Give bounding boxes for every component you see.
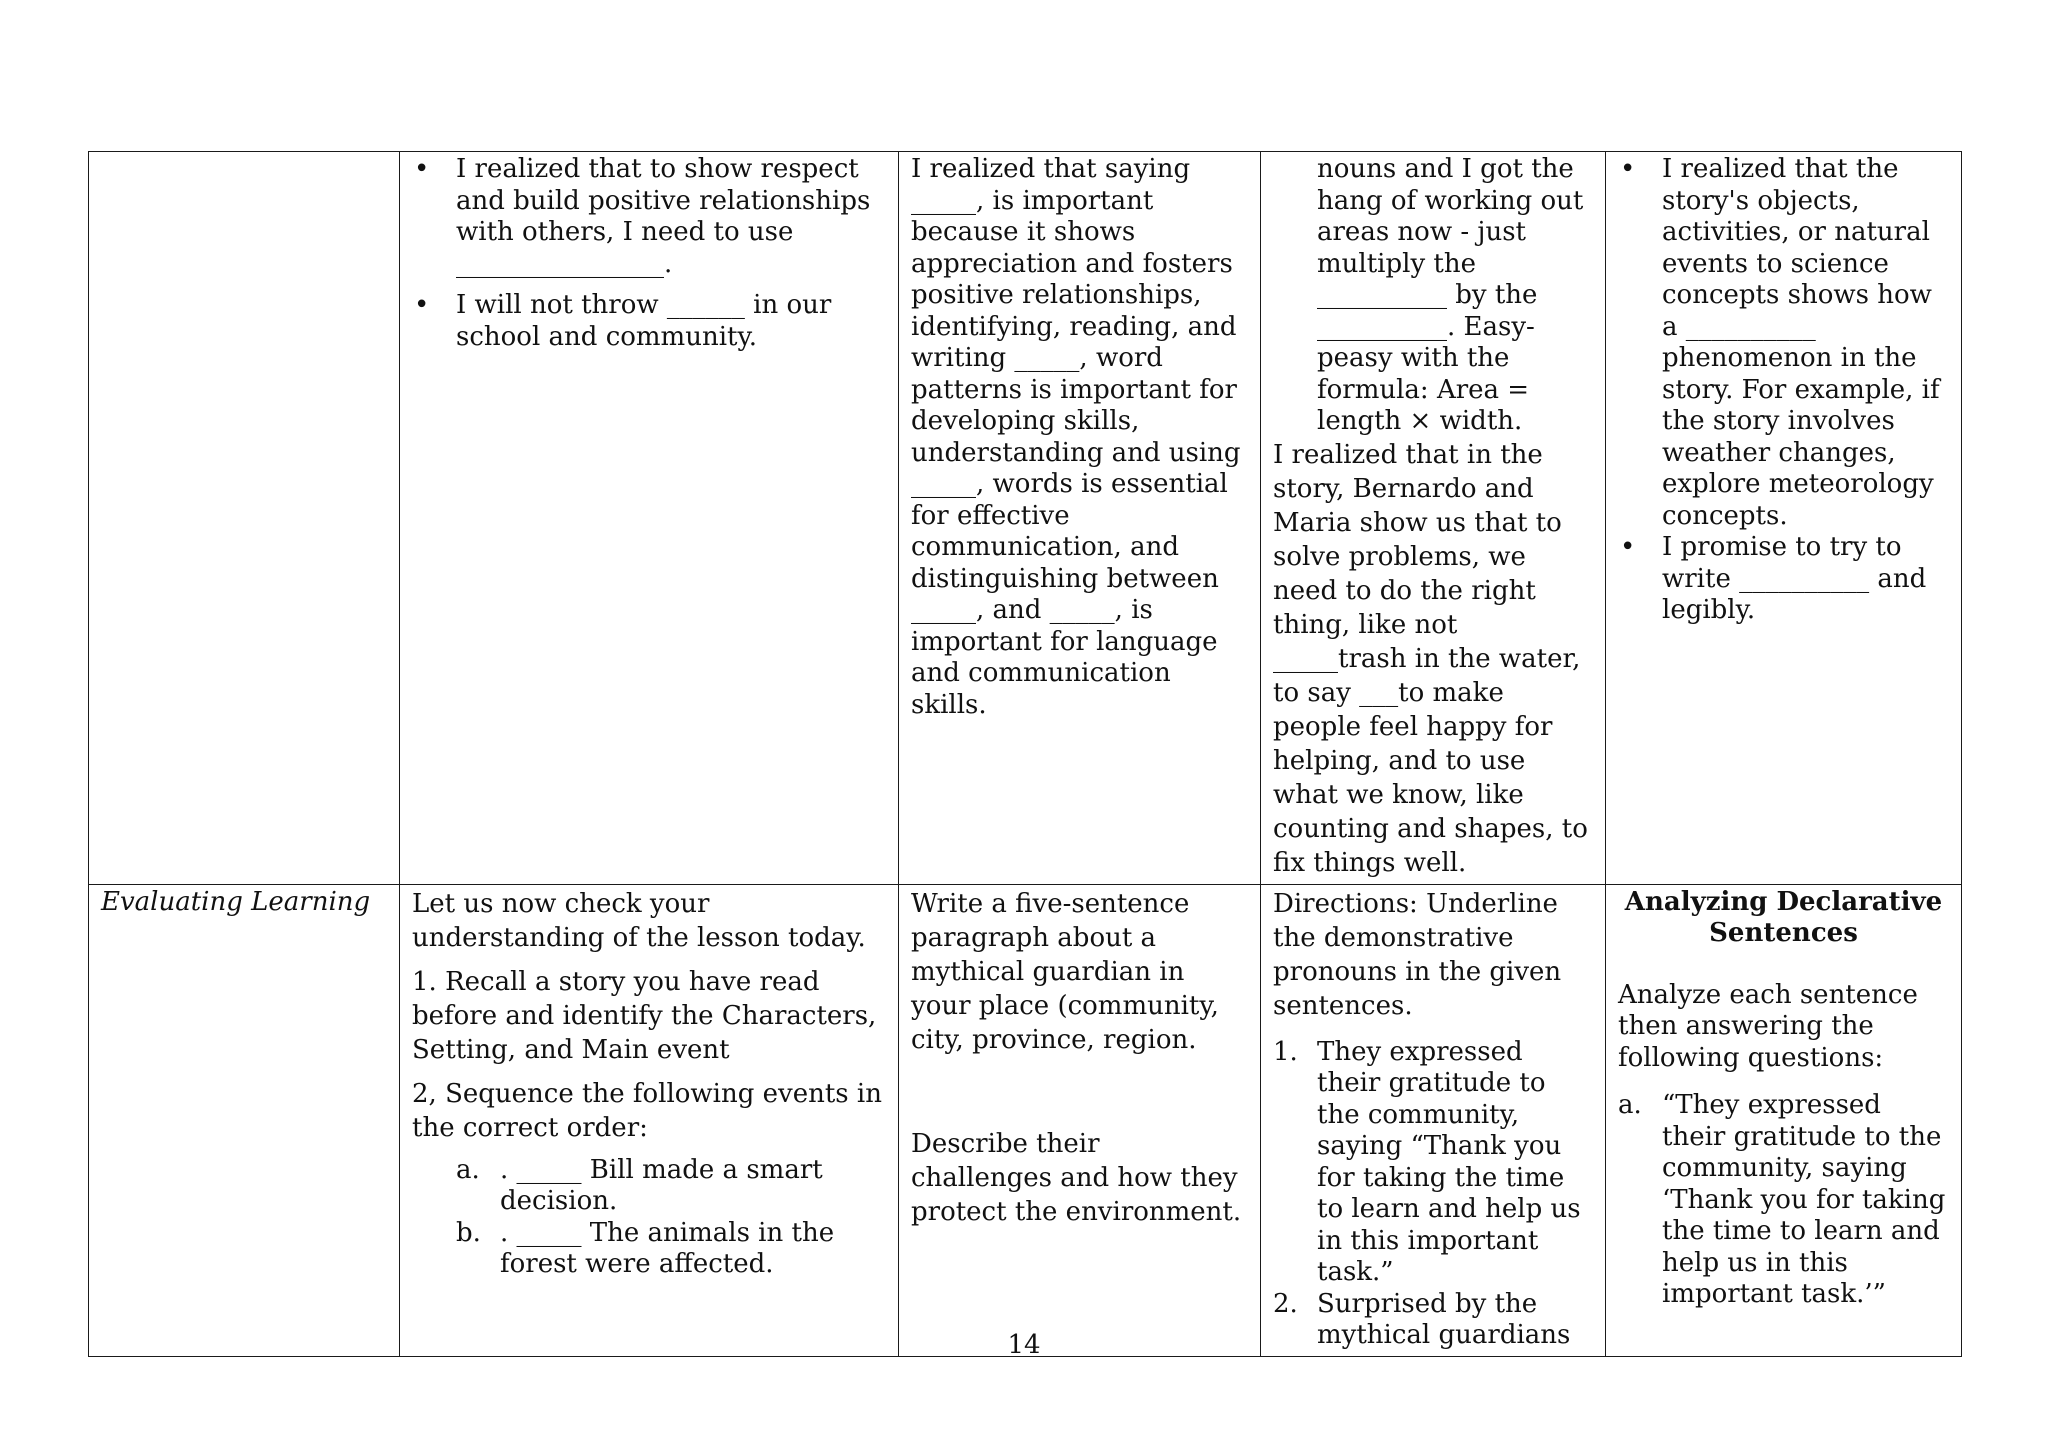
list-item-text: They expressed their gratitude to the community, saying “Thank you for taking the time to learn and help us in this important task.” [1317,1036,1581,1287]
intro-text: Let us now check your understanding of the lesson today. [412,888,866,953]
row2-col3-cell [899,884,1261,1356]
list-item [456,1218,886,1281]
sequence-list [412,1155,886,1281]
lesson-plan-table [88,151,1962,1357]
list-item-text: . _____ The animals in the forest were affected. [500,1217,835,1279]
question-2: 2, Sequence the following events in the correct order: [412,1078,882,1143]
table-row [89,152,1962,885]
continued-text: nouns and I got the hang of working out areas now - just multiply the __________ by the __________. Easy-peasy with the formula: Area = length × width. [1317,154,1584,436]
list-item-text: Surprised by the mythical guardians [1317,1288,1571,1350]
realization-paragraph: I realized that in the story, Bernardo and Maria show us that to solve problems, we need to do the right thing, like not _____trash in the water, to say ___to make people feel happy for helping, and to use what we know, like counting and shapes, to fix things well. [1273,439,1588,878]
list-item: • I realized that the story's objects, activities, or natural events to science concepts shows how a __________ phenomenon in the story. For example, if the story involves weather changes, explore meteorology concepts. [1618,154,1949,532]
row2-col4-cell [1261,884,1606,1356]
sentence-list [1273,1037,1593,1352]
realization-list [412,154,886,353]
row1-col3-cell [899,152,1261,885]
sentence-list [1618,1090,1949,1311]
list-item [456,1155,886,1218]
activity-heading: Analyzing Declarative Sentences [1624,886,1943,948]
list-marker: 2. [1273,1288,1298,1319]
directions-text: Directions: Underline the demonstrative pronouns in the given sentences. [1273,888,1562,1021]
list-item [1618,1090,1949,1311]
row1-label-cell [89,152,400,885]
writing-prompt-2: Describe their challenges and how they protect the environment. [911,1128,1242,1227]
list-item: • I realized that to show respect and build positive relationships with others, I need to use ________________. [412,154,886,280]
list-item: • I will not throw ______ in our school and community. [412,290,886,353]
list-item [1273,1037,1593,1289]
list-item-text: “They expressed their gratitude to the community, saying ‘Thank you for taking the time to learn and help us in this important task.’” [1662,1090,1946,1309]
question-1: 1. Recall a story you have read before and identify the Characters, Setting, and Main event [412,966,877,1065]
writing-prompt: Write a five-sentence paragraph about a mythical guardian in your place (community, city, province, region. [911,888,1219,1055]
row1-col5-cell [1606,152,1962,885]
list-marker: b. [456,1217,481,1248]
row1-col4-cell [1261,152,1606,885]
list-item-text: . _____ Bill made a smart decision. [500,1154,823,1216]
row2-col2-cell [400,884,899,1356]
realization-paragraph: I realized that saying _____, is important because it shows appreciation and fosters positive relationships, identifying, reading, and writing _____, word patterns is important for developing skills, understanding and using _____, words is essential for effective communication, and distinguishing between _____, and _____, is important for language and communication skills. [911,154,1241,720]
instruction-text: Analyze each sentence then answering the following questions: [1618,979,1918,1073]
list-item: • I promise to try to write __________ and legibly. [1618,532,1949,627]
list-marker: a. [456,1154,480,1185]
section-label: Evaluating Learning [89,884,400,1356]
realization-list [1618,154,1949,627]
table-row [89,884,1962,1356]
list-marker: 1. [1273,1036,1298,1067]
row1-col2-cell [400,152,899,885]
row2-col5-cell [1606,884,1962,1356]
list-marker: a. [1618,1090,1642,1120]
page-number: 14 [1007,1330,1041,1360]
